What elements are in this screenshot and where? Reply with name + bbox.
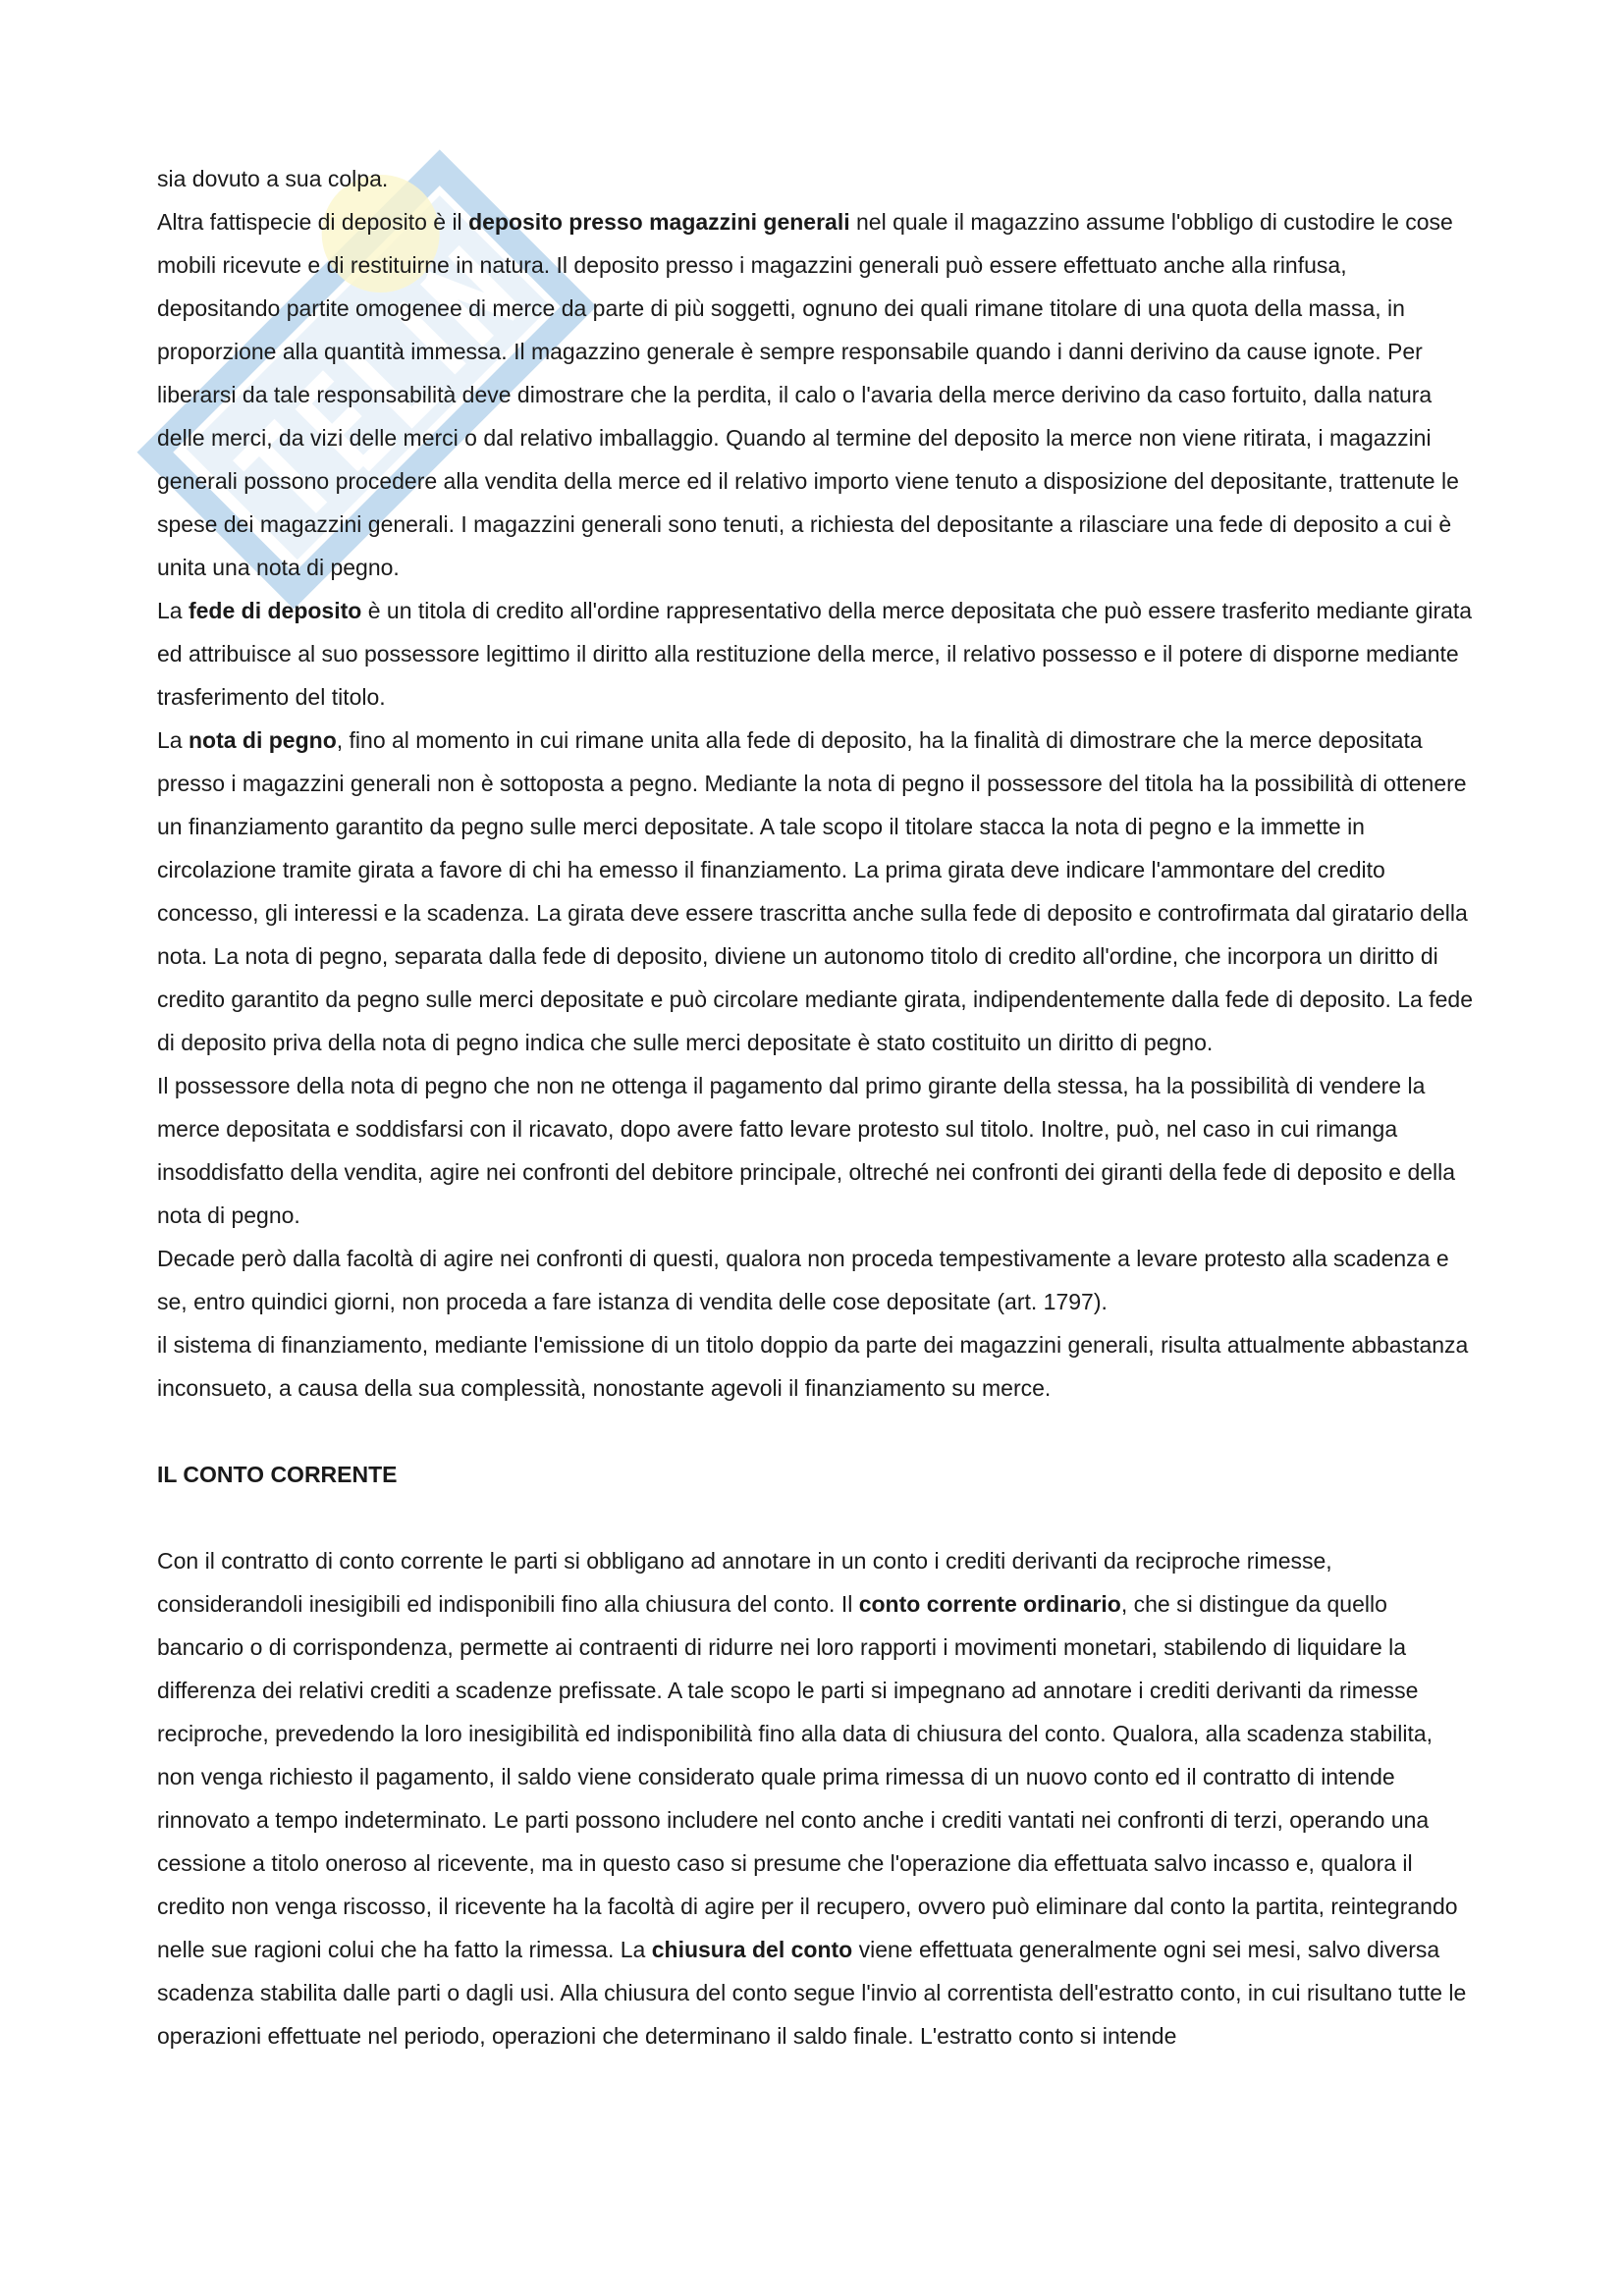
paragraph-possessore: Il possessore della nota di pegno che non ne ottenga il pagamento dal primo girante della stessa, ha la possibilità di vendere la merce depositata e soddisfarsi con il ricavato, dopo avere fatto levare protesto sul titolo. Inoltre, può, nel caso in cui rimanga insoddisfatto della vendita, agire nei confronti del debitore principale, oltreché nei confronti dei giranti della fede di deposito e della nota di pegno. [157,1073,1456,1228]
paragraph-decade: Decade però dalla facoltà di agire nei confronti di questi, qualora non proceda tempestivamente a levare protesto alla scadenza e se, entro quindici giorni, non proceda a fare istanza di vendita delle cose depositate (art. 1797). [157,1246,1449,1314]
term-chiusura-conto: chiusura del conto [651,1937,853,1962]
paragraph-nota-pegno: La nota di pegno, fino al momento in cui rimane unita alla fede di deposito, ha la finalità di dimostrare che la merce depositata presso i magazzini generali non è sottoposta a pegno. Mediante la nota di pegno il possessore del titola ha la possibilità di ottenere un finanziamento garantito da pegno sulle merci depositate. A tale scopo il titolare stacca la nota di pegno e la immette in circolazione tramite girata a favore di chi ha emesso il finanziamento. La prima girata deve indicare l'ammontare del credito concesso, gli interessi e la scadenza. La girata deve essere trascritta anche sulla fede di deposito e controfirmata dal giratario della nota. La nota di pegno, separata dalla fede di deposito, diviene un autonomo titolo di credito all'ordine, che incorpora un diritto di credito garantito da pegno sulle merci depositate e può circolare mediante girata, indipendentemente dalla fede di deposito. La fede di deposito priva della nota di pegno indica che sulle merci depositate è stato costituito un diritto di pegno. [157,727,1473,1055]
term-deposito-magazzini: deposito presso magazzini generali [468,209,850,235]
section-heading-conto-corrente: IL CONTO CORRENTE [157,1462,398,1487]
paragraph-sistema-finanziamento: il sistema di finanziamento, mediante l'emissione di un titolo doppio da parte dei magazzini generali, risulta attualmente abbastanza inconsueto, a causa della sua complessità, nonostante agevoli il finanziamento su merce. [157,1332,1469,1401]
term-nota-pegno: nota di pegno [188,727,337,753]
paragraph-fede-deposito: La fede di deposito è un titola di credito all'ordine rappresentativo della merce depositata che può essere trasferito mediante girata ed attribuisce al suo possessore legittimo il diritto alla restituzione della merce, il relativo possesso e il potere di disporne mediante trasferimento del titolo. [157,598,1473,710]
term-fede-deposito: fede di deposito [188,598,362,623]
paragraph-continuation: sia dovuto a sua colpa. [157,166,389,191]
paragraph-magazzini-generali: Altra fattispecie di deposito è il deposito presso magazzini generali nel quale il magazzino assume l'obbligo di custodire le cose mobili ricevute e di restituirne in natura. Il deposito presso i magazzini generali può essere effettuato anche alla rinfusa, depositando partite omogenee di merce da parte di più soggetti, ognuno dei quali rimane titolare di una quota della massa, in proporzione alla quantità immessa. Il magazzino generale è sempre responsabile quando i danni derivino da cause ignote. Per liberarsi da tale responsabilità deve dimostrare che la perdita, il calo o l'avaria della merce derivino da caso fortuito, dalla natura delle merci, da vizi delle merci o dal relativo imballaggio. Quando al termine del deposito la merce non viene ritirata, i magazzini generali possono procedere alla vendita della merce ed il relativo importo viene tenuto a disposizione del depositante, trattenute le spese dei magazzini generali. I magazzini generali sono tenuti, a richiesta del depositante a rilasciare una fede di deposito a cui è unita una nota di pegno. [157,209,1459,580]
paragraph-conto-corrente: Con il contratto di conto corrente le parti si obbligano ad annotare in un conto i crediti derivanti da reciproche rimesse, considerandoli inesigibili ed indisponibili fino alla chiusura del conto. Il conto corrente ordinario, che si distingue da quello bancario o di corrispondenza, permette ai contraenti di ridurre nei loro rapporti i movimenti monetari, stabilendo di liquidare la differenza dei relativi crediti a scadenze prefissate. A tale scopo le parti si impegnano ad annotare i crediti derivanti da rimesse reciproche, prevedendo la loro inesigibilità ed indisponibilità fino alla data di chiusura del conto. Qualora, alla scadenza stabilita, non venga richiesto il pagamento, il saldo viene considerato quale prima rimessa di un nuovo conto ed il contratto di intende rinnovato a tempo indeterminato. Le parti possono includere nel conto anche i crediti vantati nei confronti di terzi, operando una cessione a titolo oneroso al ricevente, ma in questo caso si presume che l'operazione dia effettuata salvo incasso e, qualora il credito non venga riscosso, il ricevente ha la facoltà di agire per il recupero, ovvero può eliminare dal conto la partita, reintegrando nelle sue ragioni colui che ha fatto la rimessa. La chiusura del conto viene effettuata generalmente ogni sei mesi, salvo diversa scadenza stabilita dalle parti o dagli usi. Alla chiusura del conto segue l'invio al correntista dell'estratto conto, in cui risultano tutte le operazioni effettuate nel periodo, operazioni che determinano il saldo finale. L'estratto conto si intende [157,1548,1467,2049]
document-page [157,157,1473,2057]
term-conto-corrente-ordinario: conto corrente ordinario [858,1591,1121,1617]
